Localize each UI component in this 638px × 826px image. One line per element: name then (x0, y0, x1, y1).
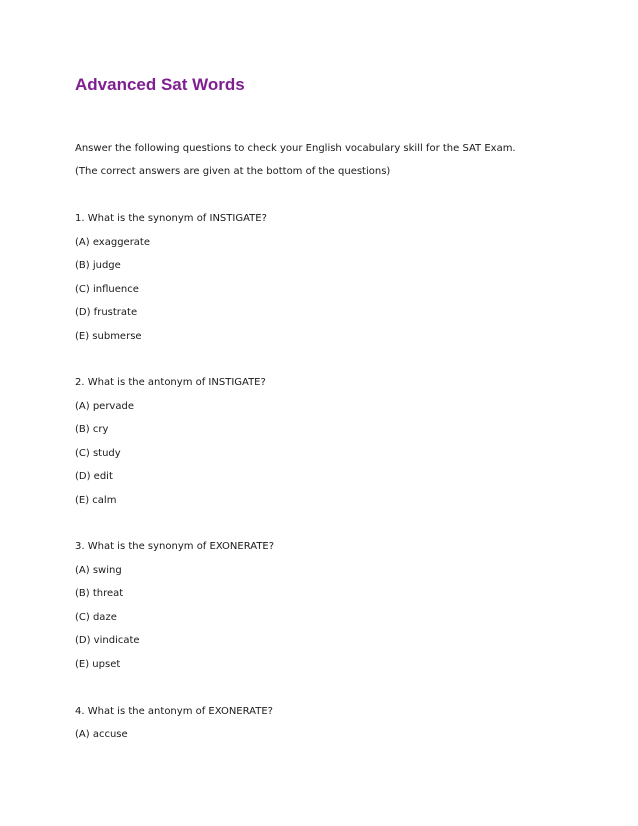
answer-option: (A) pervade (75, 401, 134, 412)
answer-option: (E) upset (75, 659, 121, 670)
answer-option: (B) judge (75, 260, 121, 271)
answer-option: (C) study (75, 448, 121, 459)
answer-option: (B) cry (75, 424, 109, 435)
answer-option: (D) vindicate (75, 635, 140, 646)
question-prompt: 1. What is the synonym of INSTIGATE? (75, 213, 267, 224)
question-prompt: 2. What is the antonym of INSTIGATE? (75, 377, 266, 388)
intro-text: Answer the following questions to check your English vocabulary skill for the SAT Exam. (75, 143, 516, 154)
answer-option: (C) daze (75, 612, 117, 623)
answer-option: (B) threat (75, 588, 124, 599)
document-title: Advanced Sat Words (75, 75, 245, 94)
question-prompt: 4. What is the antonym of EXONERATE? (75, 706, 273, 717)
intro-note: (The correct answers are given at the bottom of the questions) (75, 166, 391, 177)
answer-option: (A) swing (75, 565, 122, 576)
answer-option: (E) calm (75, 495, 117, 506)
answer-option: (C) influence (75, 284, 139, 295)
answer-option: (D) frustrate (75, 307, 138, 318)
answer-option: (E) submerse (75, 331, 142, 342)
answer-option: (D) edit (75, 471, 113, 482)
question-prompt: 3. What is the synonym of EXONERATE? (75, 541, 275, 552)
answer-option: (A) exaggerate (75, 237, 151, 248)
answer-option: (A) accuse (75, 729, 128, 740)
